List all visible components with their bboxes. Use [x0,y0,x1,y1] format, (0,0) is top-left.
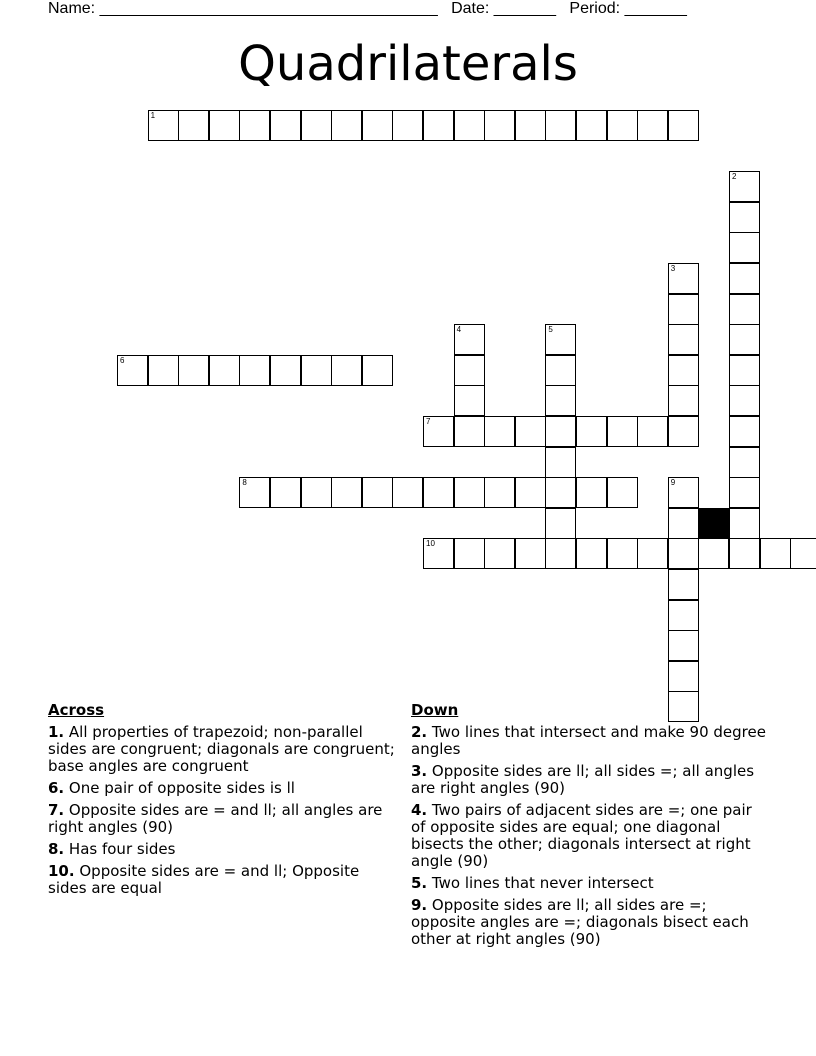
grid-cell[interactable] [148,355,179,386]
grid-cell[interactable] [423,110,454,141]
grid-cell[interactable] [331,477,362,508]
grid-cell[interactable] [392,110,423,141]
grid-cell[interactable] [668,508,699,539]
clue-number-label: 8 [242,478,247,488]
grid-cell[interactable] [729,447,760,478]
across-clue [48,724,398,775]
across-heading: Across [48,701,105,719]
grid-cell[interactable] [454,477,485,508]
clue-text: Opposite sides are = and ll; Opposite sides are equal [48,862,360,897]
clue-number: 3. [411,762,428,780]
grid-cell[interactable] [668,294,699,325]
clue-number-label: 4 [456,325,462,335]
grid-cell[interactable] [698,538,729,569]
down-clue [411,897,771,948]
grid-cell[interactable] [331,110,362,141]
grid-cell[interactable] [301,477,332,508]
grid-cell[interactable] [668,600,699,631]
grid-cell[interactable] [729,477,760,508]
grid-cell[interactable] [668,477,699,508]
grid-cell[interactable] [729,232,760,263]
grid-cell[interactable] [454,538,485,569]
clue-text: All properties of trapezoid; non-parallel sides are congruent; diagonals are congruent; base angles are congruent [48,723,395,775]
clue-text: Opposite sides are = and ll; all angles are right angles (90) [48,801,383,836]
grid-cell[interactable] [790,538,816,569]
clue-number: 8. [48,840,65,858]
grid-cell[interactable] [729,355,760,386]
grid-cell[interactable] [637,416,668,447]
clue-number-label: 7 [426,417,431,426]
clue-number: 1. [48,723,65,741]
down-clues [411,702,771,953]
clue-text: Two pairs of adjacent sides are =; one pair of opposite sides are equal; one diagonal bisects the other; diagonals intersect at right angle (90) [411,801,752,870]
clue-number-label: 3 [670,264,676,273]
grid-cell[interactable] [515,416,546,447]
grid-cell[interactable] [729,294,760,325]
grid-cell[interactable] [729,324,760,355]
grid-cell[interactable] [515,477,546,508]
across-clue [48,863,398,897]
grid-cell[interactable] [607,416,638,447]
grid-cell[interactable] [484,538,515,569]
grid-cell[interactable] [668,661,699,692]
grid-cell[interactable] [668,110,699,141]
grid-cell[interactable] [362,355,393,386]
grid-cell[interactable] [637,110,668,141]
grid-cell[interactable] [545,477,576,508]
grid-cell[interactable] [729,508,760,539]
grid-cell[interactable] [239,110,270,141]
clue-number: 4. [411,801,428,819]
clue-number: 6. [48,779,65,797]
grid-cell[interactable] [576,477,607,508]
grid-cell[interactable] [545,538,576,569]
grid-cell[interactable] [545,447,576,478]
grid-cell[interactable] [668,355,699,386]
grid-cell[interactable] [454,416,485,447]
grid-cell[interactable] [515,110,546,141]
grid-cell[interactable] [209,110,240,141]
across-clues [48,702,398,902]
across-clue [48,802,398,836]
down-clue [411,763,771,797]
grid-cell[interactable] [270,110,301,141]
grid-cell[interactable] [729,538,760,569]
down-heading: Down [411,701,459,719]
clue-text: Two lines that intersect and make 90 degree angles [411,723,766,758]
grid-cell[interactable] [668,538,699,569]
grid-cell[interactable] [392,477,423,508]
date-blank[interactable]: _______ [493,0,557,17]
grid-cell[interactable] [545,355,576,386]
blocked-cell [698,508,729,539]
grid-cell[interactable] [454,385,485,416]
grid-cell[interactable] [668,416,699,447]
name-label: Name: [48,0,96,17]
clue-number: 10. [48,862,75,880]
grid-cell[interactable] [668,324,699,355]
clue-number: 9. [411,896,428,914]
grid-cell[interactable] [423,538,454,569]
grid-cell[interactable] [545,110,576,141]
grid-cell[interactable] [729,171,760,202]
grid-cell[interactable] [545,324,576,355]
down-clue [411,875,771,892]
grid-cell[interactable] [545,385,576,416]
grid-cell[interactable] [576,416,607,447]
grid-cell[interactable] [178,110,209,141]
grid-cell[interactable] [484,477,515,508]
grid-cell[interactable] [362,477,393,508]
clue-number-label: 6 [120,355,125,365]
grid-cell[interactable] [148,110,179,141]
clue-number-label: 10 [426,539,435,549]
grid-cell[interactable] [760,538,791,569]
clue-text: Has four sides [68,840,176,858]
period-label: Period: [569,0,621,17]
grid-cell[interactable] [607,477,638,508]
grid-cell[interactable] [576,110,607,141]
name-blank[interactable]: ______________________________________ [99,0,438,17]
grid-cell[interactable] [239,355,270,386]
clue-number-label: 9 [670,478,676,488]
period-blank[interactable]: _______ [624,0,687,17]
page-title: Quadrilaterals [238,36,578,92]
clue-text: Two lines that never intersect [431,874,654,892]
clue-number: 7. [48,801,65,819]
grid-cell[interactable] [178,355,209,386]
grid-cell[interactable] [423,477,454,508]
grid-cell[interactable] [331,355,362,386]
across-clue [48,841,398,858]
clue-number: 2. [411,723,428,741]
grid-cell[interactable] [729,263,760,294]
grid-cell[interactable] [729,202,760,233]
grid-cell[interactable] [545,508,576,539]
grid-cell[interactable] [545,416,576,447]
clue-text: One pair of opposite sides is ll [68,779,295,797]
grid-cell[interactable] [515,538,546,569]
grid-cell[interactable] [668,385,699,416]
grid-cell[interactable] [729,416,760,447]
clue-text: Opposite sides are ll; all sides are =; opposite angles are =; diagonals bisect each other at right angles (90) [411,896,749,948]
grid-cell[interactable] [209,355,240,386]
clue-text: Opposite sides are ll; all sides =; all angles are right angles (90) [411,762,755,797]
grid-cell[interactable] [270,355,301,386]
grid-cell[interactable] [484,110,515,141]
down-clue [411,724,771,758]
grid-cell[interactable] [301,355,332,386]
grid-cell[interactable] [454,110,485,141]
grid-cell[interactable] [668,569,699,600]
grid-cell[interactable] [454,324,485,355]
clue-number-label: 5 [548,325,553,335]
grid-cell[interactable] [301,110,332,141]
grid-cell[interactable] [362,110,393,141]
clue-number-label: 1 [150,111,156,120]
clue-number-label: 2 [732,172,737,182]
grid-cell[interactable] [668,263,699,294]
date-label: Date: [451,0,490,17]
down-clue [411,802,771,870]
grid-cell[interactable] [454,355,485,386]
grid-cell[interactable] [637,538,668,569]
grid-cell[interactable] [668,630,699,661]
grid-cell[interactable] [484,416,515,447]
grid-cell[interactable] [239,477,270,508]
grid-cell[interactable] [607,110,638,141]
grid-cell[interactable] [270,477,301,508]
grid-cell[interactable] [607,538,638,569]
grid-cell[interactable] [729,385,760,416]
grid-cell[interactable] [576,538,607,569]
across-clue [48,780,398,797]
clue-number: 5. [411,874,428,892]
grid-cell[interactable] [117,355,148,386]
grid-cell[interactable] [423,416,454,447]
